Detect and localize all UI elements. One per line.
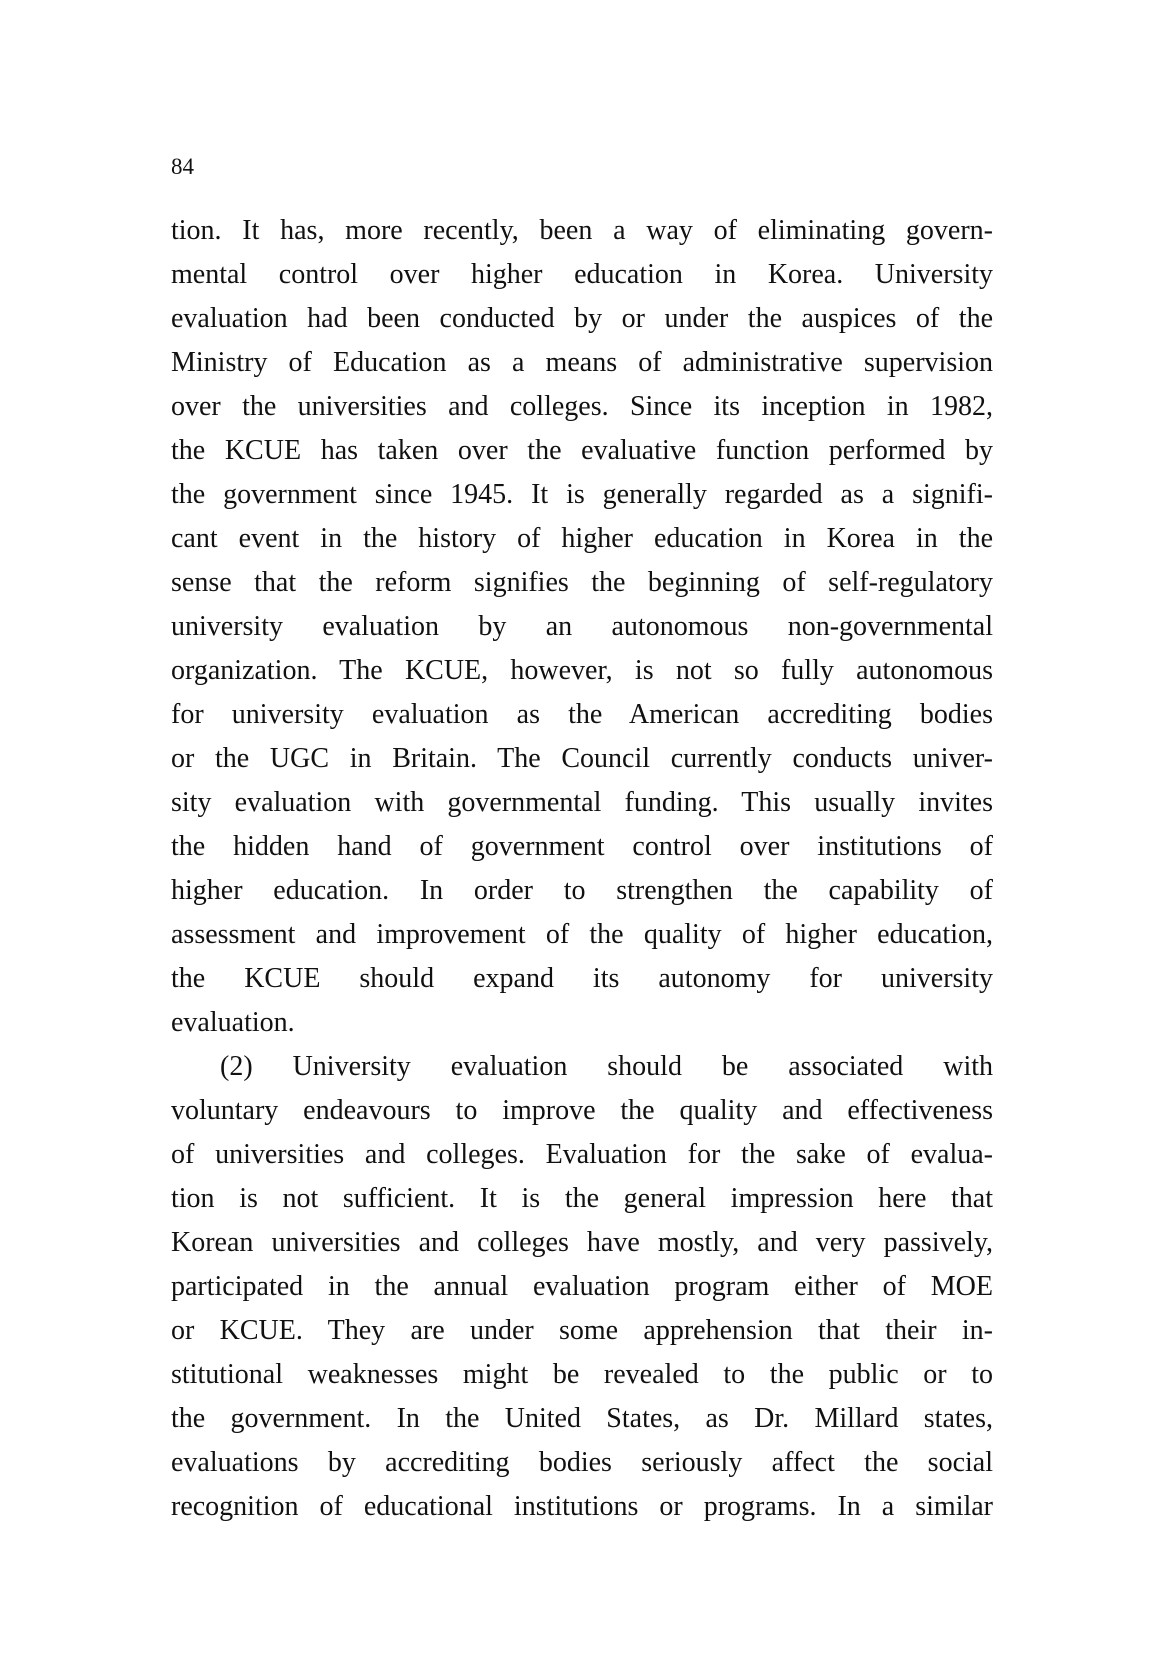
- text-line: for university evaluation as the American accrediting bodies: [171, 699, 993, 730]
- body-text: [171, 209, 993, 1529]
- text-line: the government since 1945. It is generally regarded as a signifi-: [171, 479, 993, 510]
- text-line: evaluation.: [171, 1007, 295, 1038]
- text-line: evaluation had been conducted by or under the auspices of the: [171, 303, 993, 334]
- text-line: Korean universities and colleges have mostly, and very passively,: [171, 1227, 993, 1258]
- paragraph-2: [171, 1045, 993, 1529]
- text-line: over the universities and colleges. Since its inception in 1982,: [171, 391, 993, 422]
- text-line: or KCUE. They are under some apprehension that their in-: [171, 1315, 993, 1346]
- text-line: mental control over higher education in Korea. University: [171, 259, 993, 290]
- text-line: higher education. In order to strengthen the capability of: [171, 875, 993, 906]
- text-line: the KCUE has taken over the evaluative function performed by: [171, 435, 993, 466]
- text-line: organization. The KCUE, however, is not so fully autonomous: [171, 655, 993, 686]
- text-line: or the UGC in Britain. The Council currently conducts univer-: [171, 743, 993, 774]
- text-line: the hidden hand of government control over institutions of: [171, 831, 993, 862]
- text-line: tion is not sufficient. It is the general impression here that: [171, 1183, 993, 1214]
- text-line: tion. It has, more recently, been a way of eliminating govern-: [171, 215, 993, 246]
- text-line: voluntary endeavours to improve the quality and effectiveness: [171, 1095, 993, 1126]
- text-line: cant event in the history of higher education in Korea in the: [171, 523, 993, 554]
- text-line: university evaluation by an autonomous non-governmental: [171, 611, 993, 642]
- text-line: sense that the reform signifies the beginning of self-regulatory: [171, 567, 993, 598]
- text-line: participated in the annual evaluation program either of MOE: [171, 1271, 993, 1302]
- text-line: sity evaluation with governmental funding. This usually invites: [171, 787, 993, 818]
- text-line: evaluations by accrediting bodies seriously affect the social: [171, 1447, 993, 1478]
- paragraph-1: [171, 209, 993, 1045]
- text-line: the KCUE should expand its autonomy for university: [171, 963, 993, 994]
- text-line: assessment and improvement of the quality of higher education,: [171, 919, 993, 950]
- text-line: of universities and colleges. Evaluation for the sake of evalua-: [171, 1139, 993, 1170]
- text-line: the government. In the United States, as Dr. Millard states,: [171, 1403, 993, 1434]
- text-line: stitutional weaknesses might be revealed to the public or to: [171, 1359, 993, 1390]
- text-line: recognition of educational institutions or programs. In a similar: [171, 1491, 993, 1522]
- text-line: (2) University evaluation should be associated with: [220, 1051, 993, 1082]
- page-number: 84: [171, 154, 194, 179]
- text-line: Ministry of Education as a means of administrative supervision: [171, 347, 993, 378]
